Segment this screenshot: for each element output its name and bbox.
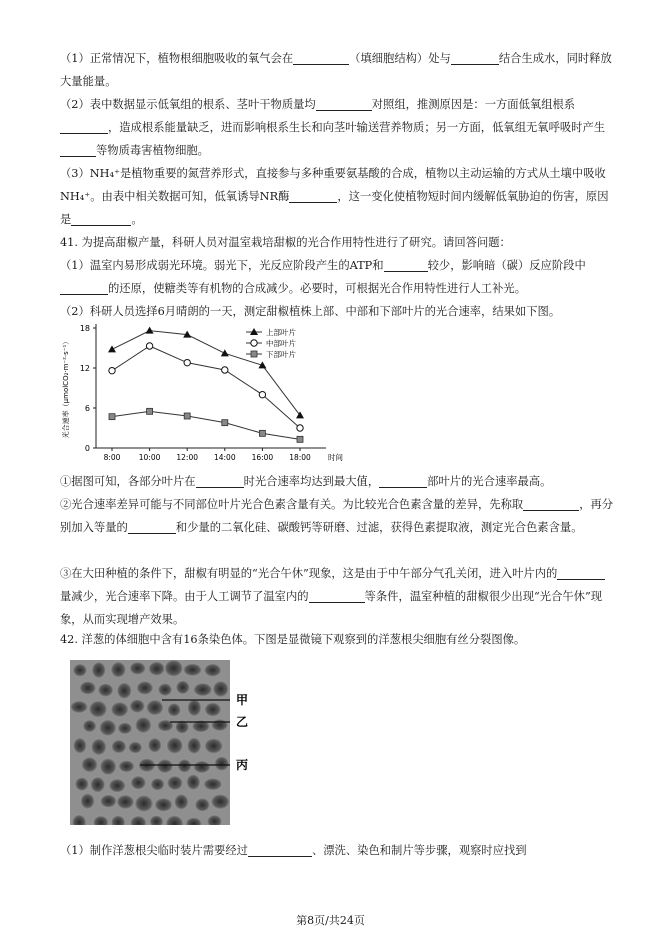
text-segment: （2）科研人员选择6月晴朗的一天，测定甜椒植株上部、中部和下部叶片的光合速率，结果如下图。 — [60, 305, 561, 318]
cell — [108, 778, 126, 792]
text-segment: ③在大田种植的条件下，甜椒有明显的“光合午休”现象，这是由于中午部分气孔关闭，进入叶片内的 — [60, 567, 558, 580]
answer-blank[interactable] — [60, 280, 108, 295]
cell — [177, 759, 191, 773]
text-segment: 较少，影响暗（碳）反应阶段中 — [427, 259, 586, 272]
cell — [157, 719, 174, 731]
answer-blank[interactable] — [248, 842, 312, 857]
cell — [111, 739, 127, 753]
cell — [79, 681, 96, 695]
legend-label: 上部叶片 — [266, 328, 296, 337]
cell — [92, 661, 106, 678]
cell — [98, 683, 114, 697]
cell — [148, 661, 165, 676]
y-axis-label: 光合速率（μmolCO₂·m⁻²·s⁻¹） — [62, 337, 70, 439]
data-point — [146, 343, 152, 349]
text-segment: 时光合速率均达到最大值， — [243, 475, 380, 488]
y-tick-label: 0 — [84, 444, 90, 453]
data-point — [184, 413, 190, 419]
cell — [146, 699, 164, 715]
text-segment: 等条件，温室种植的甜椒很少出现“光合午休”现象，从而实现增产效果。 — [60, 590, 603, 626]
data-point — [109, 414, 115, 420]
cell — [186, 774, 200, 790]
text-segment: 量减少，光合速率下降。由于人工调节了温室内的 — [60, 590, 309, 603]
cell — [90, 776, 105, 792]
answer-blank[interactable] — [523, 496, 579, 511]
cell — [117, 682, 132, 699]
x-tick-label: 12:00 — [176, 453, 199, 462]
label-bing: 丙 — [236, 758, 249, 772]
cell — [111, 661, 127, 678]
cell — [167, 703, 181, 717]
cell — [81, 757, 98, 773]
x-tick-label: 10:00 — [138, 453, 161, 462]
text-segment: 。 — [131, 213, 143, 226]
cell — [80, 793, 95, 809]
label-yi: 乙 — [236, 715, 249, 729]
x-tick-label: 18:00 — [289, 453, 311, 462]
cell — [70, 701, 88, 714]
text-segment: （1）正常情况下，植物根细胞吸收的氧气会在 — [60, 52, 294, 65]
legend-marker — [251, 340, 257, 346]
cell — [187, 699, 202, 717]
cell — [100, 758, 117, 776]
onion-root-tip-micrograph — [70, 660, 270, 825]
cell — [89, 700, 108, 718]
data-point — [147, 408, 153, 414]
text-segment: 部叶片的光合速率最高。 — [427, 475, 552, 488]
text-segment: 结合生成水，同时释放大量能量。 — [60, 52, 612, 88]
paragraph-q41-1 — [60, 254, 616, 300]
cell — [167, 775, 183, 790]
answer-blank[interactable] — [60, 142, 96, 157]
legend-marker — [251, 351, 257, 357]
paragraph-q41-stem — [60, 231, 616, 254]
photosynthesis-rate-chart — [58, 318, 358, 468]
cell — [154, 798, 173, 812]
answer-blank[interactable] — [379, 473, 427, 488]
cell — [75, 777, 89, 791]
data-point — [222, 420, 228, 426]
text-segment: 42. 洋葱的体细胞中含有16条染色体。下图是显微镜下观察到的洋葱根尖细胞有丝分裂图像。 — [60, 633, 526, 646]
text-segment: （2）表中数据显示低氧组的根系、茎叶干物质量均 — [60, 98, 316, 111]
answer-blank[interactable] — [128, 519, 176, 534]
paragraph-q41-2-a — [60, 470, 616, 493]
cell — [73, 664, 88, 677]
answer-blank[interactable] — [309, 588, 365, 603]
x-axis-label: 时间 — [328, 453, 343, 462]
cell — [204, 663, 222, 677]
data-point — [184, 359, 190, 365]
cell — [164, 660, 184, 677]
answer-blank[interactable] — [71, 211, 131, 226]
cell — [166, 737, 183, 754]
text-segment: （1）制作洋葱根尖临时装片需要经过 — [60, 844, 248, 857]
paragraph-q40-3 — [60, 162, 616, 231]
paragraph-q40-2 — [60, 93, 616, 162]
text-segment: ②光合速率差异可能与不同部位叶片光合色素含量有关。为比较光合色素含量的差异，先称取 — [60, 498, 524, 511]
text-segment: 、漂洗、染色和制片等步骤，观察时应找到 — [311, 844, 527, 857]
cell — [73, 737, 87, 754]
answer-blank[interactable] — [384, 257, 428, 272]
cell — [117, 722, 132, 734]
legend-label: 下部叶片 — [266, 350, 296, 359]
data-point — [109, 367, 115, 373]
label-jia: 甲 — [236, 693, 249, 707]
x-tick-label: 16:00 — [251, 453, 274, 462]
paragraph-q41-2-c — [60, 562, 616, 631]
data-point — [221, 349, 229, 356]
data-point — [259, 391, 265, 397]
paragraph-q40-1 — [60, 47, 616, 93]
y-tick-label: 12 — [79, 364, 90, 373]
cell — [203, 778, 222, 791]
text-segment: ，再分别加入等量的 — [60, 498, 614, 534]
x-tick-label: 14:00 — [213, 453, 236, 462]
data-point — [297, 425, 303, 431]
x-tick-label: 8:00 — [103, 453, 121, 462]
data-point — [297, 436, 303, 442]
cell — [183, 663, 203, 676]
cell — [204, 702, 222, 717]
cell — [100, 794, 117, 808]
cell — [193, 683, 213, 697]
legend-label: 中部叶片 — [266, 339, 296, 348]
answer-blank[interactable] — [557, 565, 605, 580]
cell — [110, 702, 128, 718]
cell — [150, 778, 165, 791]
data-point — [108, 345, 116, 352]
text-segment: 等物质毒害植物细胞。 — [96, 144, 209, 157]
cell — [83, 720, 97, 733]
cell — [148, 737, 162, 753]
cell — [211, 719, 229, 732]
text-segment: 对照组，推测原因是：一方面低氧组根系 — [371, 98, 576, 111]
text-segment: 和少量的二氧化硅、碳酸钙等研磨、过滤，获得色素提取液，测定光合色素含量。 — [175, 521, 583, 534]
answer-blank[interactable] — [293, 50, 349, 65]
data-point — [146, 327, 154, 334]
data-point — [259, 430, 265, 436]
cell — [211, 794, 231, 810]
text-segment: （1）温室内易形成弱光环境。弱光下，光反应阶段产生的ATP和 — [60, 259, 384, 272]
cell — [129, 662, 146, 675]
cell — [118, 760, 135, 772]
cell — [156, 759, 173, 774]
cell — [212, 680, 229, 697]
cell — [116, 794, 134, 809]
cell — [158, 683, 173, 696]
cell — [91, 738, 107, 756]
answer-blank[interactable] — [60, 119, 108, 134]
cell — [129, 699, 145, 713]
text-segment: ，这一变化使植物短时间内缓解低氧胁迫的伤害，原因是 — [60, 190, 609, 226]
answer-blank[interactable] — [451, 50, 499, 65]
cell — [135, 717, 152, 734]
cell — [187, 737, 202, 754]
y-tick-label: 6 — [84, 404, 90, 413]
answer-blank[interactable] — [316, 96, 372, 111]
text-segment: （填细胞结构）处与 — [349, 52, 451, 65]
cell — [174, 794, 189, 810]
cell — [214, 756, 229, 771]
text-segment: 的还原，使糖类等有机物的合成减少。必要时，可根据光合作用特性进行人工补光。 — [108, 282, 526, 295]
series-line-2 — [112, 411, 300, 439]
answer-blank[interactable] — [289, 188, 337, 203]
cell — [204, 738, 223, 754]
micrograph-cells — [70, 660, 230, 825]
paragraph-q42-1 — [60, 839, 616, 862]
cell — [195, 798, 211, 812]
page-footer: 第8页/共24页 — [296, 914, 365, 927]
cell — [136, 681, 154, 695]
y-tick-label: 18 — [79, 324, 90, 333]
text-segment: 41. 为提高甜椒产量，科研人员对温室栽培甜椒的光合作用特性进行了研究。请回答问题： — [60, 236, 511, 249]
cell — [130, 775, 146, 790]
cell — [128, 741, 142, 753]
data-point — [222, 367, 228, 373]
cell — [99, 719, 117, 736]
paragraph-q41-2-b — [60, 493, 616, 539]
cell — [176, 680, 190, 694]
text-segment: ①据图可知，各部分叶片在 — [60, 475, 196, 488]
text-segment: （3）NH₄⁺是植物重要的氮营养形式，直接参与多种重要氨基酸的合成，植物以主动运输的方式从土壤中吸收NH₄⁺。由表中相关数据可知，低氧诱导NR酶 — [60, 167, 606, 203]
text-segment: ，造成根系能量缺乏，进而影响根系生长和向茎叶输送营养物质；另一方面，低氧组无氧呼吸时产生 — [108, 121, 606, 134]
answer-blank[interactable] — [196, 473, 244, 488]
paragraph-q42-stem — [60, 628, 616, 651]
cell — [134, 795, 153, 813]
cell — [193, 760, 211, 773]
